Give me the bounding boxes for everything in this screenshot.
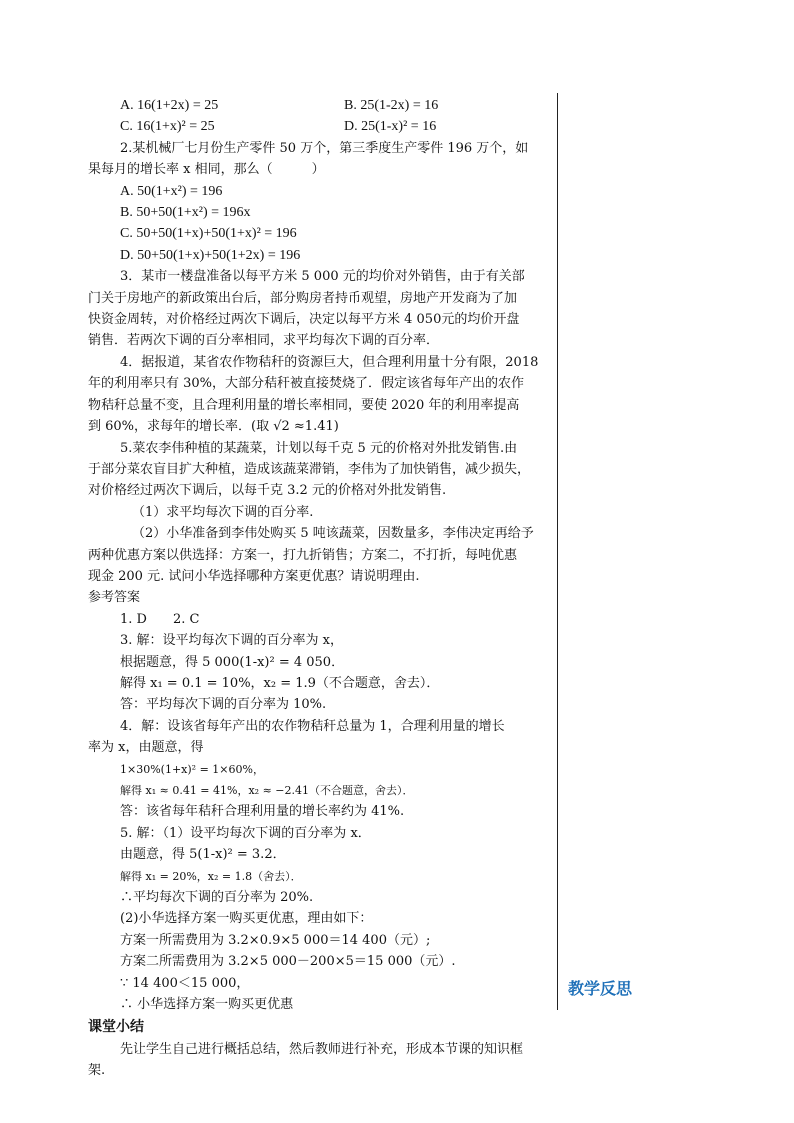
q2-option-b: B. 50+50(1+x²) = 196x [120, 205, 251, 221]
q2-option-a: A. 50(1+x²) = 196 [120, 183, 223, 199]
q2-option-c: C. 50+50(1+x)+50(1+x)² = 196 [120, 226, 297, 242]
answer-5-line-9: ∴ 小华选择方案一购买更优惠 [120, 997, 294, 1013]
answer-5-line-3: 解得 x₁ = 20%，x₂ = 1.8（舍去）． [120, 869, 302, 883]
summary-line-2: 架. [88, 1063, 106, 1079]
answer-4-line-3: 1×30%(1+x)² = 1×60%， [120, 762, 264, 776]
teaching-reflection-title: 教学反思 [568, 979, 633, 998]
column-divider [557, 93, 558, 1010]
answer-5-line-4: ∴平均每次下调的百分率为 20%. [120, 890, 314, 906]
q4-line-4: 到 60%，求每年的增长率．(取 √2 ≈1.41) [88, 419, 339, 435]
q1-option-d: D. 25(1-x)² = 16 [344, 119, 437, 135]
answer-3-line-3: 解得 x₁ = 0.1 = 10%，x₂ = 1.9（不合题意，舍去）． [120, 675, 440, 691]
q5-part-1: （1）求平均每次下调的百分率. [132, 504, 314, 520]
answer-5-line-8: ∵ 14 400＜15 000， [120, 975, 250, 991]
answers-title: 参考答案 [88, 590, 141, 606]
q1-option-c: C. 16(1+x)² = 25 [120, 119, 215, 135]
q4-line-2: 年的利用率只有 30%，大部分秸秆被直接焚烧了．假定该省每年产出的农作 [88, 376, 525, 392]
q5-part-2-line-3: 现金 200 元. 试问小华选择哪种方案更优惠？请说明理由. [88, 568, 420, 584]
answer-5-line-1: 5. 解：（1）设平均每次下调的百分率为 x． [120, 825, 371, 841]
q1-options-row-2 [88, 116, 554, 137]
q5-part-2-line-1: （2）小华准备到李伟处购买 5 吨该蔬菜，因数量多，李伟决定再给予 [132, 526, 534, 542]
summary-heading: 课堂小结 [88, 1019, 144, 1036]
answer-4-line-4: 解得 x₁ ≈ 0.41 = 41%，x₂ ≈ −2.41（不合题意，舍去）． [120, 784, 414, 797]
lesson-content-column [88, 95, 554, 1082]
q3-line-3: 快资金周转，对价格经过两次下调后，决定以每平方米 4 050元的均价开盘 [88, 312, 520, 328]
q5-line-1: 5.菜农李伟种植的某蔬菜，计划以每千克 5 元的价格对外批发销售.由 [120, 440, 518, 456]
q2-option-d: D. 50+50(1+x)+50(1+2x) = 196 [120, 247, 301, 263]
q4-line-1: 4．据报道，某省农作物秸秆的资源巨大，但合理利用量十分有限，2018 [120, 354, 539, 370]
answer-5-line-7: 方案二所需费用为 3.2×5 000－200×5＝15 000（元）. [120, 954, 456, 970]
q2-stem-line-2: 果每月的增长率 x 相同，那么（ ） [88, 162, 325, 178]
answer-5-line-6: 方案一所需费用为 3.2×0.9×5 000＝14 400（元）; [120, 932, 431, 948]
answer-3-line-2: 根据题意，得 5 000(1-x)² = 4 050． [120, 654, 345, 670]
answer-4-line-2: 率为 x，由题意，得 [88, 740, 204, 756]
q2-stem-line-1: 2.某机械厂七月份生产零件 50 万个，第三季度生产零件 196 万个，如 [120, 140, 529, 156]
q1-options-row-1 [88, 95, 554, 116]
q3-line-4: 销售．若两次下调的百分率相同，求平均每次下调的百分率． [88, 333, 440, 349]
answer-4-line-5: 答：该省每年秸秆合理利用量的增长率约为 41%. [120, 804, 405, 820]
q1-option-b: B. 25(1-2x) = 16 [344, 98, 439, 113]
q5-line-2: 于部分菜农盲目扩大种植，造成该蔬菜滞销，李伟为了加快销售，减少损失， [88, 461, 531, 477]
q5-part-2-line-2: 两种优惠方案以供选择：方案一，打九折销售；方案二，不打折，每吨优惠 [88, 547, 518, 563]
answer-5-line-2: 由题意，得 5(1-x)² = 3.2． [120, 847, 286, 863]
answer-1-2: 1. D 2. C [120, 611, 200, 627]
answer-3-line-1: 3. 解：设平均每次下调的百分率为 x， [120, 633, 343, 649]
q3-line-1: 3．某市一楼盘准备以每平方米 5 000 元的均价对外销售，由于有关部 [120, 269, 525, 285]
summary-line-1: 先让学生自己进行概括总结，然后教师进行补充，形成本节课的知识框 [120, 1041, 524, 1057]
answer-3-line-4: 答：平均每次下调的百分率为 10%. [120, 697, 327, 713]
answer-5-line-5: (2)小华选择方案一购买更优惠，理由如下： [120, 911, 373, 927]
answer-4-line-1: 4．解：设该省每年产出的农作物秸秆总量为 1，合理利用量的增长 [120, 718, 505, 734]
q4-line-3: 物秸秆总量不变，且合理利用量的增长率相同，要使 2020 年的利用率提高 [88, 397, 520, 413]
q3-line-2: 门关于房地产的新政策出台后，部分购房者持币观望，房地产开发商为了加 [88, 290, 518, 306]
q5-line-3: 对价格经过两次下调后，以每千克 3.2 元的价格对外批发销售. [88, 483, 447, 499]
q1-option-a: A. 16(1+2x) = 25 [120, 98, 219, 113]
